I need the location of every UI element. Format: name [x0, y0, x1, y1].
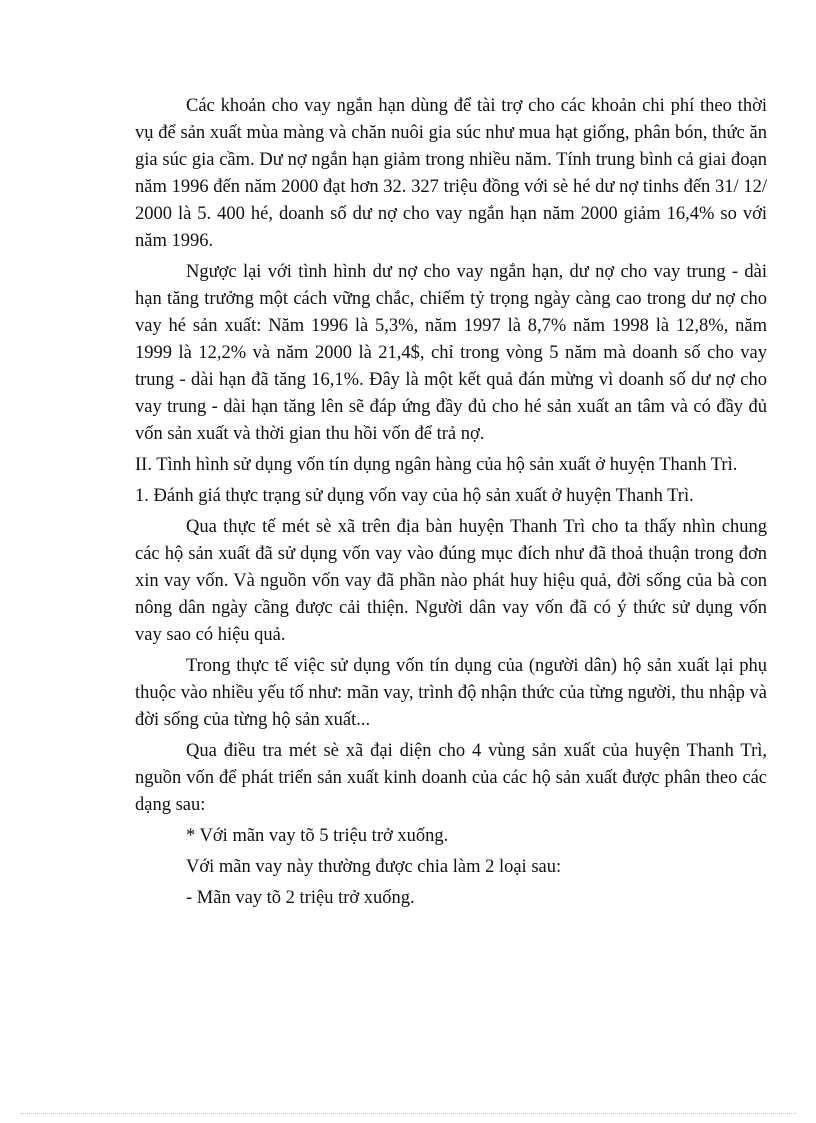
- list-item: * Với mãn vay tõ 5 triệu trở xuống.: [186, 826, 449, 846]
- paragraph-dependencies: Trong thực tế việc sử dụng vốn tín dụng của (người dân) hộ sản xuất lại phụ thuộc vào nhiều yếu tố như: mãn vay, trình độ nhận thức của từng người, thu nhập và đời sống của từng hộ sản xuất...: [135, 656, 767, 730]
- paragraph-loan-usage: Qua thực tế mét sè xã trên địa bàn huyện Thanh Trì cho ta thấy nhìn chung các hộ sản xuất đã sử dụng vốn vay vào đúng mục đích như đã thoả thuận trong đơn xin vay vốn. Và nguồn vốn vay đã phần nào phát huy hiệu quả, đời sống của bà con nông dân ngày cầng được cải thiện. Người dân vay vốn đã có ý thức sử dụng vốn vay sao có hiệu quả.: [135, 517, 767, 645]
- paragraph-medium-long-term-loans: Ngược lại với tình hình dư nợ cho vay ngắn hạn, dư nợ cho vay trung - dài hạn tăng trưởng một cách vững chắc, chiếm tỷ trọng ngày càng cao trong dư nợ cho vay hé sản xuất: Năm 1996 là 5,3%, năm 1997 là 8,7% năm 1998 là 12,8%, năm 1999 là 12,2% và năm 2000 là 21,4$, chỉ trong vòng 5 năm mà doanh số cho vay trung - dài hạn đã tăng 16,1%. Đây là một kết quả đán mừng vì doanh số dư nợ cho vay trung - dài hạn tăng lên sẽ đáp ứng đầy đủ cho hé sản xuất an tâm và có đầy đủ vốn sản xuất và thời gian thu hồi vốn để trả nợ.: [135, 262, 767, 444]
- document-page: [135, 93, 767, 916]
- section-heading: II. Tình hình sử dụng vốn tín dụng ngân hàng của hộ sản xuất ở huyện Thanh Trì.: [135, 455, 738, 475]
- paragraph-survey: Qua điều tra mét sè xã đại diện cho 4 vùng sản xuất của huyện Thanh Trì, nguồn vốn để phát triển sản xuất kinh doanh của các hộ sản xuất được phân theo các dạng sau:: [135, 741, 767, 815]
- list-item: Với mãn vay này thường được chia làm 2 loại sau:: [186, 857, 562, 877]
- list-item: - Mãn vay tõ 2 triệu trở xuống.: [186, 888, 415, 908]
- page-bottom-divider: [20, 1113, 796, 1114]
- subsection-heading: 1. Đánh giá thực trạng sử dụng vốn vay của hộ sản xuất ở huyện Thanh Trì.: [135, 486, 694, 506]
- paragraph-short-term-loans: Các khoản cho vay ngắn hạn dùng để tài trợ cho các khoản chi phí theo thời vụ để sản xuất mùa màng và chăn nuôi gia súc như mua hạt giống, phân bón, thức ăn gia súc gia cầm. Dư nợ ngắn hạn giảm trong nhiều năm. Tính trung bình cả giai đoạn năm 1996 đến năm 2000 đạt hơn 32. 327 triệu đồng với sè hé dư nợ tinhs đến 31/ 12/ 2000 là 5. 400 hé, doanh số dư nợ cho vay ngắn hạn năm 2000 giảm 16,4% so với năm 1996.: [135, 96, 767, 251]
